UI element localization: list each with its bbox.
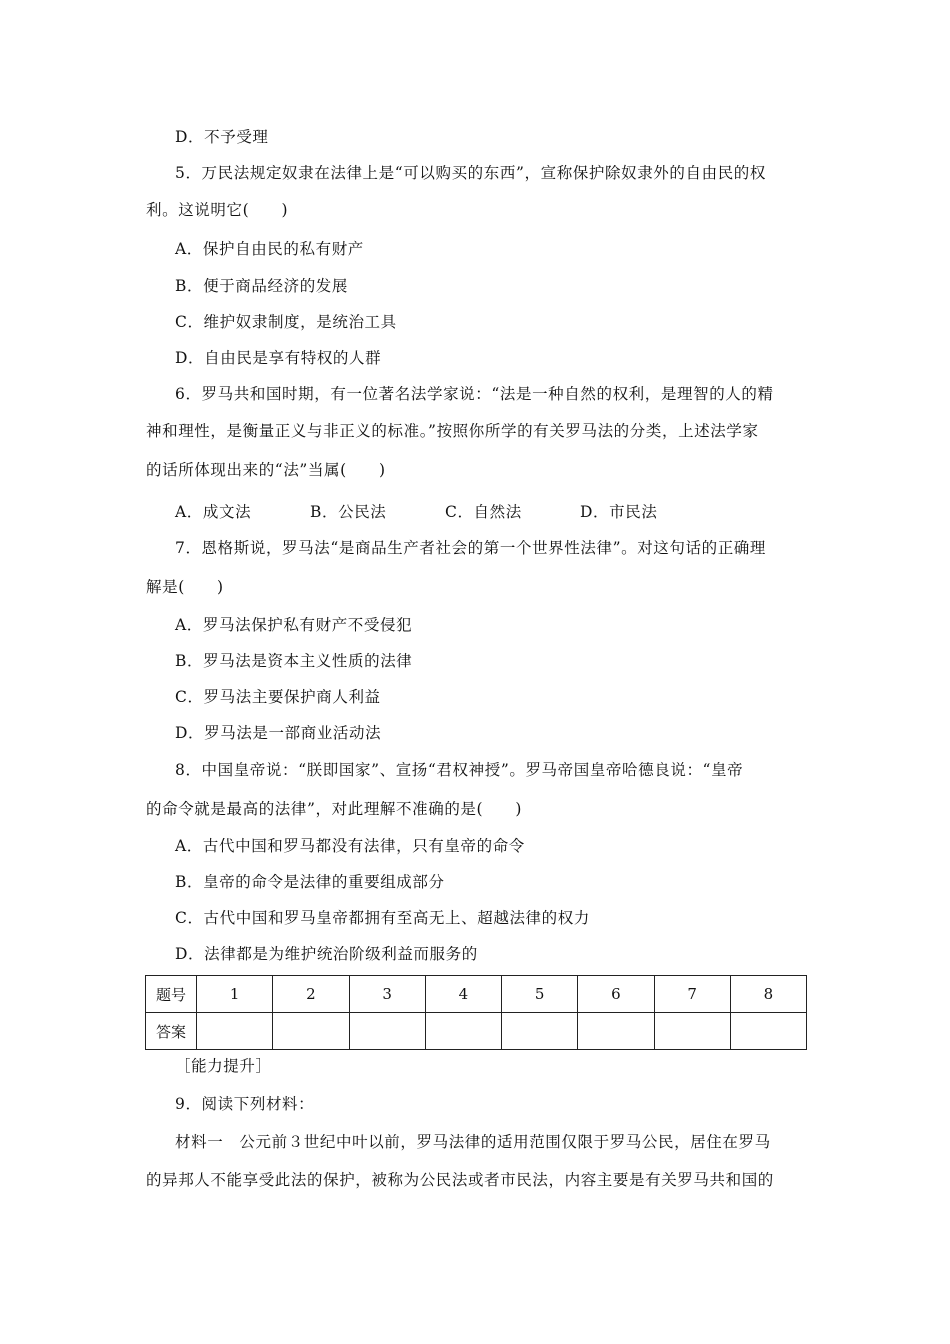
answer-cell[interactable]	[273, 1013, 349, 1050]
q6-stem-line2: 神和理性，是衡量正义与非正义的标准。”按照你所学的有关罗马法的分类，上述法学家	[146, 422, 759, 440]
q5-option-b: B．便于商品经济的发展	[175, 277, 348, 295]
answer-cell[interactable]	[197, 1013, 273, 1050]
answer-table-header-number: 题号	[146, 976, 197, 1013]
q7-option-c: C．罗马法主要保护商人利益	[175, 688, 381, 706]
q8-stem-line2: 的命令就是最高的法律”，对此理解不准确的是( )	[146, 800, 523, 818]
answer-table-number: 7	[654, 976, 730, 1013]
q6-option-c: C．自然法	[445, 503, 522, 521]
q7-option-b: B．罗马法是资本主义性质的法律	[175, 652, 413, 670]
q8-option-a: A．古代中国和罗马都没有法律，只有皇帝的命令	[175, 837, 525, 855]
answer-cell[interactable]	[730, 1013, 806, 1050]
q4-option-d: D．不予受理	[175, 128, 269, 146]
answer-table-number: 2	[273, 976, 349, 1013]
q9-material1-line1: 材料一 公元前３世纪中叶以前，罗马法律的适用范围仅限于罗马公民，居住在罗马	[175, 1133, 771, 1151]
answer-table-number: 1	[197, 976, 273, 1013]
answer-cell[interactable]	[349, 1013, 425, 1050]
q6-option-a: A．成文法	[175, 503, 252, 521]
q5-option-c: C．维护奴隶制度，是统治工具	[175, 313, 397, 331]
answer-cell[interactable]	[654, 1013, 730, 1050]
q5-option-a: A．保护自由民的私有财产	[175, 240, 364, 258]
q8-option-b: B．皇帝的命令是法律的重要组成部分	[175, 873, 445, 891]
q5-stem-line1: 5．万民法规定奴隶在法律上是“可以购买的东西”，宣称保护除奴隶外的自由民的权	[175, 164, 767, 182]
q6-stem-line1: 6．罗马共和国时期，有一位著名法学家说：“法是一种自然的权利，是理智的人的精	[175, 385, 774, 403]
answer-table-answer-row	[146, 1013, 807, 1050]
q5-option-d: D．自由民是享有特权的人群	[175, 349, 382, 367]
answer-cell[interactable]	[502, 1013, 578, 1050]
q9-stem: 9．阅读下列材料：	[175, 1095, 315, 1113]
answer-table-number: 6	[578, 976, 654, 1013]
q8-stem-line1: 8．中国皇帝说：“朕即国家”、宣扬“君权神授”。罗马帝国皇帝哈德良说：“皇帝	[175, 761, 744, 779]
q6-stem-line3: 的话所体现出来的“法”当属( )	[146, 461, 386, 479]
q9-material1-line2: 的异邦人不能享受此法的保护，被称为公民法或者市民法，内容主要是有关罗马共和国的	[146, 1171, 774, 1189]
answer-cell[interactable]	[425, 1013, 501, 1050]
answer-table-number-row	[146, 976, 807, 1013]
answer-table-header-answer: 答案	[146, 1013, 197, 1050]
q6-option-d: D．市民法	[580, 503, 658, 521]
q7-stem-line1: 7．恩格斯说，罗马法“是商品生产者社会的第一个世界性法律”。对这句话的正确理	[175, 539, 767, 557]
q7-option-a: A．罗马法保护私有财产不受侵犯	[175, 616, 413, 634]
q7-option-d: D．罗马法是一部商业活动法	[175, 724, 382, 742]
q6-option-b: B．公民法	[310, 503, 387, 521]
answer-table	[145, 975, 807, 1050]
q8-option-d: D．法律都是为维护统治阶级利益而服务的	[175, 945, 478, 963]
section-title: ［能力提升］	[175, 1057, 272, 1075]
answer-table-number: 3	[349, 976, 425, 1013]
answer-table-number: 8	[730, 976, 806, 1013]
q7-stem-line2: 解是( )	[146, 578, 224, 596]
q5-stem-line2: 利。这说明它( )	[146, 201, 289, 219]
q6-options	[175, 502, 657, 522]
q8-option-c: C．古代中国和罗马皇帝都拥有至高无上、超越法律的权力	[175, 909, 590, 927]
answer-table-number: 5	[502, 976, 578, 1013]
answer-cell[interactable]	[578, 1013, 654, 1050]
answer-table-number: 4	[425, 976, 501, 1013]
